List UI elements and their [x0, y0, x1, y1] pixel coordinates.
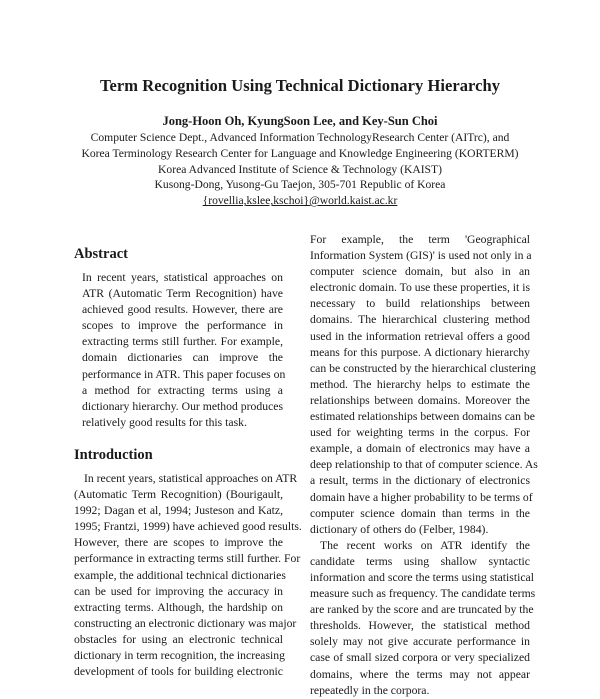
paper-authors: Jong-Hoon Oh, KyungSoon Lee, and Key-Sun Choi	[162, 114, 438, 128]
intro-line: are ranked by the score and are truncated by the	[310, 603, 534, 617]
intro-line: method. The hierarchy helps to estimate the	[310, 377, 530, 391]
email-link[interactable]: {rovellia,kslee,kschoi}@world.kaist.ac.kr	[202, 194, 398, 208]
intro-line: computer science domain, but also in an	[310, 265, 530, 279]
intro-line: In recent years, statistical approaches on ATR	[84, 471, 298, 485]
intro-line: dictionary in term recognition, the increasing	[74, 648, 285, 662]
intro-line: means for this purpose. A dictionary hierarchy	[310, 345, 530, 359]
intro-line: necessary to build relationships between	[310, 297, 530, 311]
abstract-line: In recent years, statistical approaches on	[82, 271, 283, 284]
affiliation-block	[0, 130, 600, 209]
abstract-line: a method for extracting terms using a	[82, 383, 283, 397]
left-column	[74, 244, 302, 680]
intro-line: example, a domain of electronics may have a	[310, 442, 530, 456]
abstract-heading: Abstract	[74, 246, 128, 262]
affiliation-line: Computer Science Dept., Advanced Information TechnologyResearch Center (AITrc), and	[90, 131, 510, 144]
intro-line: information and score the terms using statistical	[310, 570, 534, 584]
intro-line: used in the information retrieval offers a good	[310, 329, 530, 343]
paper-title: Term Recognition Using Technical Dictionary Hierarchy	[99, 76, 500, 95]
abstract-line: achieved good results. However, there are	[82, 303, 283, 317]
intro-line: measure such as frequency. The candidate terms	[310, 587, 536, 601]
intro-line: (Automatic Term Recognition) (Bourigault,	[74, 488, 283, 502]
intro-line: domain have a higher probability to be terms of	[310, 490, 533, 504]
intro-line: For example, the term 'Geographical	[310, 233, 530, 246]
intro-line: thresholds. However, the statistical method	[310, 619, 530, 633]
abstract-line: extracting terms still further. For example,	[82, 335, 283, 349]
introduction-body-left	[74, 471, 302, 680]
intro-line: candidate terms using shallow syntactic	[310, 554, 530, 568]
intro-line: 1995; Frantzi, 1999) have achieved good results.	[74, 520, 302, 534]
introduction-heading: Introduction	[74, 446, 153, 463]
intro-line: solely may not give accurate performance in	[310, 635, 530, 649]
intro-line: a result, terms in the dictionary of electronics	[310, 474, 530, 488]
abstract-line: scopes to improve the performance in	[82, 319, 283, 333]
abstract-line: relatively good results for this task.	[82, 415, 247, 429]
affiliation-line: Korea Advanced Institute of Science & Technology (KAIST)	[158, 162, 442, 176]
intro-line: example, the additional technical dictionaries	[74, 568, 286, 582]
abstract-line: dictionary hierarchy. Our method produces	[82, 399, 283, 413]
intro-line: dictionary of others do (Felber, 1984).	[310, 522, 489, 536]
intro-line: performance in extracting terms still further. For	[74, 552, 301, 566]
intro-line: constructing an electronic dictionary was major	[74, 616, 297, 630]
right-column	[310, 232, 538, 699]
abstract-line: ATR (Automatic Term Recognition) have	[82, 287, 283, 301]
intro-line: can be constructed by the hierarchical clustering	[310, 361, 536, 375]
intro-line: repeatedly in the corpora.	[310, 683, 430, 697]
intro-line: estimated relationships between domains can be	[310, 410, 535, 424]
intro-line: can be used for improving the accuracy in	[74, 584, 283, 598]
intro-line: The recent works on ATR identify the	[320, 538, 530, 552]
intro-line: used for weighting terms in the corpus. For	[310, 426, 530, 440]
intro-line: 1992; Dagan et al, 1994; Justeson and Katz,	[74, 504, 283, 518]
intro-line: case of small sized corpora or very specialized	[310, 651, 530, 665]
intro-line: computer science domain than terms in the	[310, 506, 530, 520]
intro-line: extracting terms. Although, the hardship on	[74, 600, 283, 614]
intro-line: domains, where the terms may not appear	[310, 667, 530, 681]
intro-line: domains. The hierarchical clustering method	[310, 313, 530, 327]
intro-line: electronic domain. To use these properties, it is	[310, 281, 530, 295]
abstract-body	[82, 270, 286, 431]
intro-line: obstacles for using an electronic technical	[74, 632, 283, 646]
intro-line: development of tools for building electronic	[74, 665, 283, 679]
intro-line: Information System (GIS)' is used not only in a	[310, 249, 532, 263]
intro-line: relationships between domains. Moreover the	[310, 393, 530, 407]
intro-line: However, there are scopes to improve the	[74, 536, 283, 550]
abstract-line: domain dictionaries can improve the	[82, 351, 283, 365]
affiliation-line: Korea Terminology Research Center for Language and Knowledge Engineering (KORTERM)	[81, 146, 519, 160]
abstract-line: performance in ATR. This paper focuses on	[82, 367, 286, 381]
intro-line: deep relationship to that of computer science. As	[310, 458, 538, 472]
affiliation-line: Kusong-Dong, Yusong-Gu Taejon, 305-701 Republic of Korea	[154, 178, 446, 192]
